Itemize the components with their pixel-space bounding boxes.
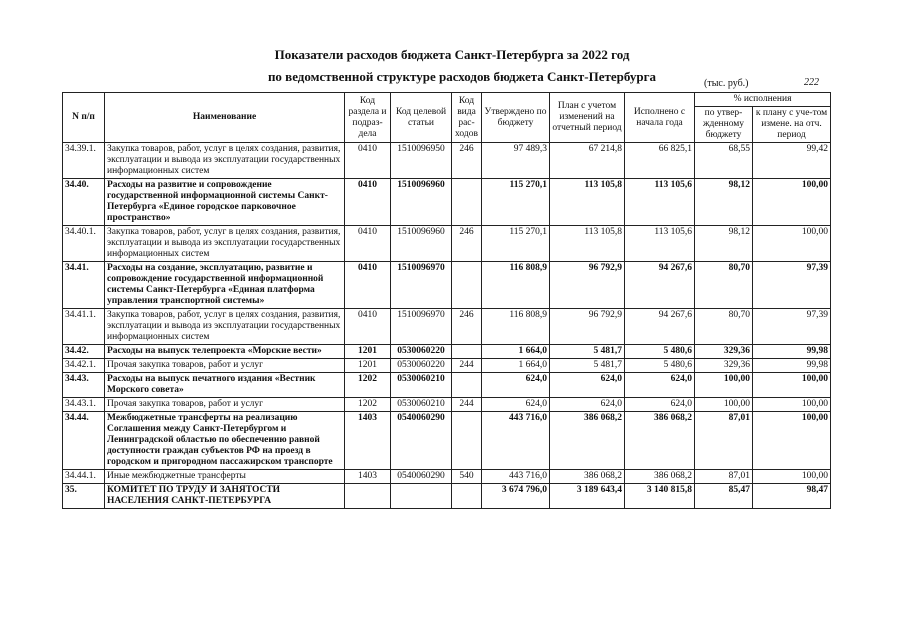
row-plan: 96 792,9: [550, 262, 625, 309]
page-number: 222: [804, 77, 819, 88]
table-row: [63, 226, 831, 262]
page-title: [0, 44, 904, 88]
row-approved: 1 664,0: [482, 345, 550, 359]
row-approved: 3 674 796,0: [482, 484, 550, 509]
row-section-code: 1403: [345, 412, 391, 470]
row-target-code: 1510096960: [391, 226, 452, 262]
row-pct-plan: 99,98: [753, 345, 831, 359]
row-name: Закупка товаров, работ, услуг в целях создания, развития, эксплуатации и вывода из эксплуатации государственных информационных систем: [105, 143, 345, 179]
row-target-code: 0530060220: [391, 359, 452, 373]
row-pct-approved: 80,70: [695, 262, 753, 309]
row-executed: 94 267,6: [625, 262, 695, 309]
header-percent-group: % исполнения: [695, 93, 831, 107]
row-pct-plan: 97,39: [753, 309, 831, 345]
row-num: 34.41.: [63, 262, 105, 309]
row-pct-approved: 100,00: [695, 398, 753, 412]
row-approved: 1 664,0: [482, 359, 550, 373]
header-target: Код целевой статьи: [391, 93, 452, 143]
row-num: 34.42.1.: [63, 359, 105, 373]
row-executed: 66 825,1: [625, 143, 695, 179]
row-pct-plan: 99,42: [753, 143, 831, 179]
row-plan: 113 105,8: [550, 226, 625, 262]
header-num: N п/п: [63, 93, 105, 143]
row-plan: 624,0: [550, 373, 625, 398]
row-executed: 624,0: [625, 373, 695, 398]
row-num: 34.39.1.: [63, 143, 105, 179]
row-executed: 624,0: [625, 398, 695, 412]
row-type-code: 246: [452, 309, 482, 345]
title-line-1: Показатели расходов бюджета Санкт-Петербурга за 2022 год: [274, 47, 630, 62]
header-approved: Утверждено по бюджету: [482, 93, 550, 143]
row-plan: 624,0: [550, 398, 625, 412]
row-name: Расходы на развитие и сопровождение государственной информационной системы Санкт-Петербурга «Единое городское парковочное пространство»: [105, 179, 345, 226]
row-pct-approved: 80,70: [695, 309, 753, 345]
row-num: 34.44.1.: [63, 470, 105, 484]
row-target-code: 1510096970: [391, 309, 452, 345]
row-pct-plan: 100,00: [753, 412, 831, 470]
units-label: (тыс. руб.): [704, 78, 749, 89]
row-target-code: 1510096960: [391, 179, 452, 226]
row-pct-approved: 329,36: [695, 345, 753, 359]
row-executed: 386 068,2: [625, 470, 695, 484]
header-executed: Исполнено с начала года: [625, 93, 695, 143]
table-row: [63, 345, 831, 359]
table-body: [63, 143, 831, 509]
row-pct-approved: 87,01: [695, 470, 753, 484]
row-target-code: 1510096970: [391, 262, 452, 309]
row-target-code: 1510096950: [391, 143, 452, 179]
row-pct-approved: 329,36: [695, 359, 753, 373]
table-row: [63, 484, 831, 509]
row-approved: 116 808,9: [482, 309, 550, 345]
row-pct-approved: 98,12: [695, 179, 753, 226]
row-pct-plan: 100,00: [753, 398, 831, 412]
row-type-code: 244: [452, 398, 482, 412]
row-approved: 443 716,0: [482, 412, 550, 470]
row-type-code: 246: [452, 226, 482, 262]
row-target-code: 0540060290: [391, 412, 452, 470]
row-pct-plan: 99,98: [753, 359, 831, 373]
row-pct-approved: 68,55: [695, 143, 753, 179]
row-section-code: 1202: [345, 373, 391, 398]
row-plan: 3 189 643,4: [550, 484, 625, 509]
header-name: Наименование: [105, 93, 345, 143]
header-plan: План с учетом изменений на отчетный период: [550, 93, 625, 143]
row-num: 34.40.: [63, 179, 105, 226]
row-target-code: 0540060290: [391, 470, 452, 484]
row-section-code: 1201: [345, 345, 391, 359]
row-name: Иные межбюджетные трансферты: [105, 470, 345, 484]
row-section-code: 0410: [345, 226, 391, 262]
row-target-code: 0530060210: [391, 398, 452, 412]
row-type-code: [452, 179, 482, 226]
row-target-code: 0530060220: [391, 345, 452, 359]
row-plan: 386 068,2: [550, 470, 625, 484]
row-num: 34.40.1.: [63, 226, 105, 262]
row-section-code: 1202: [345, 398, 391, 412]
row-pct-approved: 87,01: [695, 412, 753, 470]
row-name: Расходы на выпуск печатного издания «Вестник Морского совета»: [105, 373, 345, 398]
row-section-code: 0410: [345, 309, 391, 345]
table-row: [63, 470, 831, 484]
table-row: [63, 373, 831, 398]
row-num: 34.43.: [63, 373, 105, 398]
row-plan: 5 481,7: [550, 359, 625, 373]
row-approved: 443 716,0: [482, 470, 550, 484]
row-name: Закупка товаров, работ, услуг в целях создания, развития, эксплуатации и вывода из эксплуатации государственных информационных систем: [105, 226, 345, 262]
header-pct-plan: к плану с уче-том измене. на отч. период: [753, 107, 831, 143]
row-plan: 96 792,9: [550, 309, 625, 345]
row-pct-approved: 98,12: [695, 226, 753, 262]
row-type-code: 540: [452, 470, 482, 484]
row-name: Прочая закупка товаров, работ и услуг: [105, 398, 345, 412]
row-name: Расходы на выпуск телепроекта «Морские вести»: [105, 345, 345, 359]
row-section-code: 0410: [345, 179, 391, 226]
row-executed: 3 140 815,8: [625, 484, 695, 509]
row-target-code: 0530060210: [391, 373, 452, 398]
row-name: КОМИТЕТ ПО ТРУДУ И ЗАНЯТОСТИ НАСЕЛЕНИЯ САНКТ-ПЕТЕРБУРГА: [105, 484, 345, 509]
row-name: Межбюджетные трансферты на реализацию Соглашения между Санкт-Петербургом и Ленинградской областью по обеспечению равной доступности граждан субъектов РФ на проезд в городском и пригородном пассажирском транспорте: [105, 412, 345, 470]
header-section: Код раздела и подраз-дела: [345, 93, 391, 143]
table-row: [63, 262, 831, 309]
row-plan: 113 105,8: [550, 179, 625, 226]
row-section-code: 0410: [345, 262, 391, 309]
row-num: 34.42.: [63, 345, 105, 359]
row-pct-plan: 97,39: [753, 262, 831, 309]
row-pct-plan: 98,47: [753, 484, 831, 509]
row-type-code: [452, 262, 482, 309]
row-name: Прочая закупка товаров, работ и услуг: [105, 359, 345, 373]
row-approved: 624,0: [482, 373, 550, 398]
row-type-code: [452, 373, 482, 398]
table-row: [63, 179, 831, 226]
row-approved: 116 808,9: [482, 262, 550, 309]
row-pct-plan: 100,00: [753, 179, 831, 226]
row-executed: 113 105,6: [625, 179, 695, 226]
row-section-code: [345, 484, 391, 509]
table-row: [63, 412, 831, 470]
row-executed: 113 105,6: [625, 226, 695, 262]
row-executed: 94 267,6: [625, 309, 695, 345]
row-pct-approved: 85,47: [695, 484, 753, 509]
row-type-code: [452, 345, 482, 359]
row-section-code: 1403: [345, 470, 391, 484]
row-type-code: 246: [452, 143, 482, 179]
row-num: 35.: [63, 484, 105, 509]
row-type-code: [452, 484, 482, 509]
table-row: [63, 309, 831, 345]
row-pct-approved: 100,00: [695, 373, 753, 398]
table-row: [63, 398, 831, 412]
row-plan: 67 214,8: [550, 143, 625, 179]
row-pct-plan: 100,00: [753, 373, 831, 398]
row-num: 34.43.1.: [63, 398, 105, 412]
row-num: 34.44.: [63, 412, 105, 470]
row-pct-plan: 100,00: [753, 470, 831, 484]
row-section-code: 0410: [345, 143, 391, 179]
row-approved: 115 270,1: [482, 226, 550, 262]
row-name: Расходы на создание, эксплуатацию, развитие и сопровождение государственной информационной системы Санкт-Петербурга «Единая платформа управления транспортной системы»: [105, 262, 345, 309]
row-approved: 115 270,1: [482, 179, 550, 226]
row-num: 34.41.1.: [63, 309, 105, 345]
row-approved: 624,0: [482, 398, 550, 412]
header-type: Код вида рас-ходов: [452, 93, 482, 143]
row-name: Закупка товаров, работ, услуг в целях создания, развития, эксплуатации и вывода из эксплуатации государственных информационных систем: [105, 309, 345, 345]
row-approved: 97 489,3: [482, 143, 550, 179]
row-target-code: [391, 484, 452, 509]
row-pct-plan: 100,00: [753, 226, 831, 262]
title-line-2: по ведомственной структуре расходов бюджета Санкт-Петербурга: [267, 69, 657, 84]
table-row: [63, 359, 831, 373]
row-executed: 386 068,2: [625, 412, 695, 470]
budget-table: [62, 92, 831, 509]
header-pct-approved: по утвер-жденному бюджету: [695, 107, 753, 143]
row-plan: 386 068,2: [550, 412, 625, 470]
row-section-code: 1201: [345, 359, 391, 373]
row-type-code: 244: [452, 359, 482, 373]
table-row: [63, 143, 831, 179]
row-executed: 5 480,6: [625, 359, 695, 373]
row-type-code: [452, 412, 482, 470]
row-plan: 5 481,7: [550, 345, 625, 359]
row-executed: 5 480,6: [625, 345, 695, 359]
